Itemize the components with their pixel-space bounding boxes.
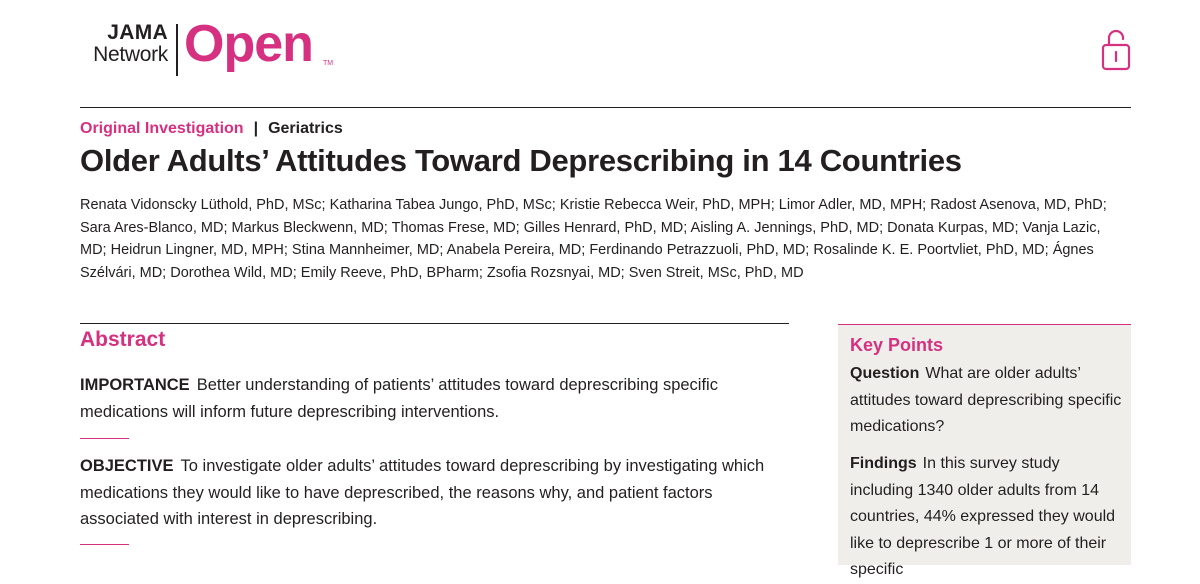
key-points-findings	[850, 451, 1122, 584]
findings-label: Findings	[850, 455, 917, 472]
header-divider	[80, 107, 1131, 108]
objective-text: To investigate older adults’ attitudes toward deprescribing by investigating which medications they would like to have deprescribed, the reasons why, and patient factors associated with interest in deprescribing.	[80, 457, 765, 528]
logo-open: Open	[184, 15, 313, 73]
key-points-heading: Key Points	[850, 335, 944, 355]
key-points-panel	[838, 324, 1131, 578]
journal-logo[interactable]	[80, 15, 340, 80]
article-category	[80, 119, 343, 139]
findings-text: In this survey study including 1340 older adults from 14 countries, 44% expressed they would like to deprescribe 1 or more of their specific	[850, 455, 1116, 578]
abstract-heading: Abstract	[80, 328, 166, 351]
importance-section	[80, 372, 792, 425]
article-title: Older Adults’ Attitudes Toward Deprescribing in 14 Countries	[80, 143, 962, 178]
section-divider	[80, 438, 129, 439]
importance-label: IMPORTANCE	[80, 376, 190, 394]
key-points-question	[850, 361, 1122, 441]
objective-label: OBJECTIVE	[80, 457, 174, 475]
unlock-icon[interactable]	[1101, 28, 1131, 72]
subcategory-label[interactable]: Geriatrics	[268, 120, 343, 137]
logo-divider	[176, 24, 178, 76]
question-label: Question	[850, 365, 920, 382]
section-divider	[80, 544, 129, 545]
importance-text: Better understanding of patients’ attitudes toward deprescribing specific medications will inform future deprescribing interventions.	[80, 376, 718, 421]
logo-trademark: TM	[323, 60, 334, 67]
category-label[interactable]: Original Investigation	[80, 120, 244, 137]
logo-network: Network	[93, 43, 168, 66]
question-text: What are older adults’ attitudes toward deprescribing specific medications?	[850, 365, 1122, 435]
logo-jama: JAMA	[107, 21, 168, 44]
category-separator: |	[253, 120, 259, 137]
author-list: Renata Vidonscky Lüthold, PhD, MSc; Katharina Tabea Jungo, PhD, MSc; Kristie Rebecca Weir, PhD, MPH; Limor Adler, MD, MPH; Radost Asenova, MD, PhD; Sara Ares-Blanco, MD; Markus Bleckwenn, MD; Thomas Frese, MD; Gilles Henrard, PhD, MD; Aisling A. Jennings, PhD, MD; Donata Kurpas, MD; Vanja Lazic, MD; Heidrun Lingner, MD, MPH; Stina Mannheimer, MD; Anabela Pereira, MD; Ferdinando Petrazzuoli, PhD, MD; Rosalinde K. E. Poortvliet, PhD, MD; Ágnes Szélvári, MD; Dorothea Wild, MD; Emily Reeve, PhD, BPharm; Zsofia Rozsnyai, MD; Sven Streit, MSc, PhD, MD	[80, 197, 1107, 281]
objective-section	[80, 453, 792, 533]
abstract-divider	[80, 323, 789, 324]
